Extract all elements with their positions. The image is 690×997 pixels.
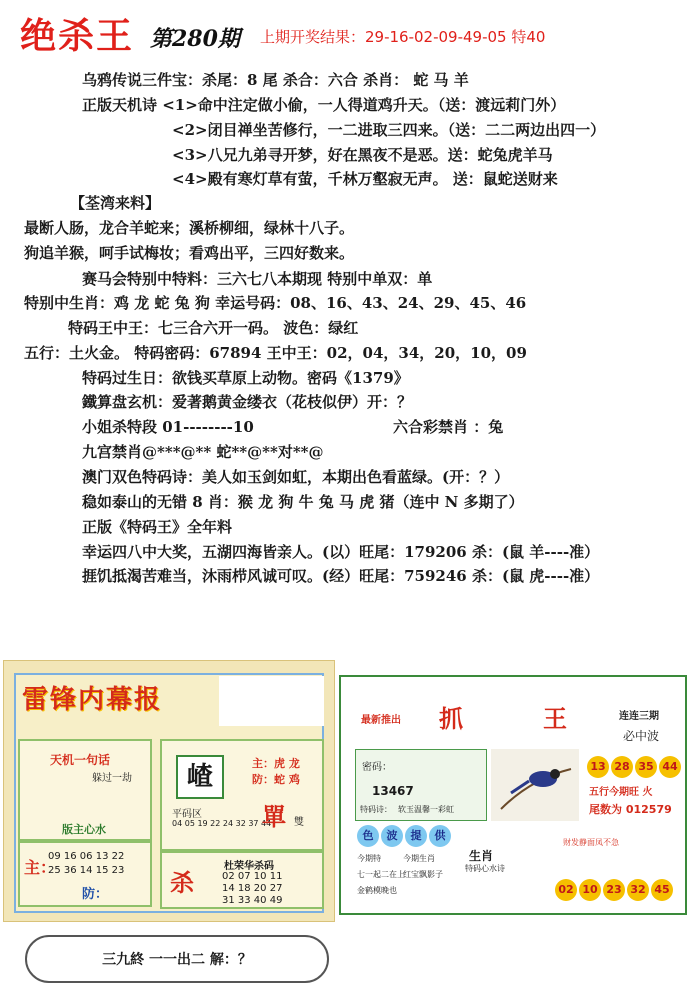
col-label: 今期特 <box>357 854 381 863</box>
text-line: 五行：土火金。 特码密码：67894 王中王：02，04，34，20，10，09 <box>24 344 527 362</box>
blank-area <box>481 707 541 731</box>
tab-label: 波 <box>381 825 403 847</box>
motto-label: 天机一句话 <box>50 753 111 767</box>
bottom-ball: 32 <box>627 879 649 901</box>
riddle-text: 三九終 一一出二 解：？ <box>102 952 252 968</box>
text-line: 稳如泰山的无错 8 肖：猴 龙 狗 牛 兔 马 虎 猪（连中 N 多期了） <box>82 493 524 511</box>
right-poster <box>339 675 687 915</box>
fang-label: 防： <box>82 887 109 902</box>
kill-row: 02 07 10 11 <box>222 871 283 882</box>
col-label: 金鹤模晚也 <box>357 886 397 895</box>
text-line: 特码王中王：七三合六开一码。 波色：绿红 <box>68 319 359 337</box>
kill-row: 31 33 40 49 <box>222 895 283 906</box>
ball-number: 28 <box>611 756 633 778</box>
title-b: 王 <box>543 704 567 733</box>
tab-label: 提 <box>405 825 427 847</box>
riddle-cloud <box>25 935 329 983</box>
text-line: 幸运四八中大奖，五湖四海皆亲人。(以）旺尾：179206 杀：(鼠 羊----准） <box>82 543 600 561</box>
fang-numbers: 25 36 14 15 23 <box>48 865 125 876</box>
center-char: 嵖 <box>176 755 224 799</box>
poem-text: 软玉温馨一彩虹 <box>398 805 454 814</box>
text-line: <4>殿有寒灯草有萤，千林万壑寂无声。 送：鼠蛇送财来 <box>172 170 558 188</box>
zhu-label: 主： <box>24 858 57 877</box>
text-line: 九宫禁肖@***@** 蛇**@**对**@ <box>82 443 324 461</box>
tab-label: 色 <box>357 825 379 847</box>
sha-char: 杀 <box>170 868 194 897</box>
main-label: 版主心水 <box>62 823 106 836</box>
pwd-label: 密码： <box>362 762 392 773</box>
col-label: 今期生肖 <box>403 854 435 863</box>
dan-char: 單 <box>262 802 286 831</box>
text-line: 乌鸦传说三件宝：杀尾：8 尾 杀合：六合 杀肖： 蛇 马 羊 <box>82 71 469 89</box>
numbers-box <box>18 841 152 907</box>
motto-box <box>18 739 152 841</box>
text-line: 澳门双色特码诗：美人如玉剑如虹，本期出色看蓝绿。(开：？） <box>82 468 510 486</box>
zhu-animals: 主：虎 龙 <box>252 757 300 770</box>
col-label: 七一起二在上 <box>357 870 405 879</box>
text-line: 六合彩禁肖 ：兔 <box>393 418 504 436</box>
blank-area <box>219 676 324 726</box>
ball-number: 44 <box>659 756 681 778</box>
text-line: 小姐杀特段 01--------10 <box>82 418 254 436</box>
section-heading: 【荃湾来料】 <box>70 194 161 212</box>
text-line: <3>八兄九弟寻开梦，好在黑夜不是恶。送：蛇兔虎羊马 <box>172 146 553 164</box>
left-poster-title: 雷锋内幕报 <box>22 685 163 715</box>
must-wave-label: 必中波 <box>623 729 660 743</box>
bottom-ball: 45 <box>651 879 673 901</box>
text-line: 特别中生肖：鸡 龙 蛇 兔 狗 幸运号码：08、16、43、24、29、45、46 <box>24 294 527 312</box>
text-line: 最断人肠，龙合羊蛇来；溪桥柳细，绿林十八子。 <box>24 219 355 237</box>
title-a: 抓 <box>439 704 463 733</box>
text-line: 正版天机诗 <1>命中注定做小偷，一人得道鸡升天。（送：渡远莉门外） <box>82 96 566 114</box>
col-label: 红宝飘影子 <box>403 870 443 879</box>
bottom-ball: 10 <box>579 879 601 901</box>
bird-icon <box>491 749 579 821</box>
left-poster <box>3 660 335 922</box>
page-title: 绝杀王 <box>20 15 135 57</box>
ball-number: 13 <box>587 756 609 778</box>
last-result: 上期开奖结果：29-16-02-09-49-05 特40 <box>260 28 546 46</box>
bottom-ball: 23 <box>603 879 625 901</box>
pingma-label: 平码区 <box>172 809 202 820</box>
bird-image <box>491 749 579 821</box>
pingma-numbers: 04 05 19 22 24 32 37 44 <box>172 819 272 828</box>
kill-title: 杜荣华杀码 <box>224 861 274 872</box>
text-line: 捱饥抵渴苦难当，沐雨栉风诚可叹。(经）旺尾：759246 杀：(鼠 虎----准） <box>82 567 600 585</box>
issue-number: 第280期 <box>150 26 240 52</box>
ribbon-text: 财发静面凤不急 <box>563 838 619 847</box>
tail-label: 尾数为 012579 <box>589 803 672 816</box>
text-line: 特码过生日：欲钱买草原上动物。密码《1379》 <box>82 369 409 387</box>
shuang-char: 雙 <box>294 817 304 828</box>
new-release: 最新推出 <box>361 715 401 726</box>
motto-subtitle: 躲过一劫 <box>92 773 132 784</box>
pwd-value: 13467 <box>372 784 414 798</box>
kill-box <box>160 851 324 909</box>
streak-label: 连连三期 <box>619 711 659 722</box>
password-box <box>355 749 487 821</box>
bottom-ball: 02 <box>555 879 577 901</box>
text-line: 赛马会特别中特料：三六七八本期现 特别中单双：单 <box>82 270 433 288</box>
kill-row: 14 18 20 27 <box>222 883 283 894</box>
sheng-xiao-label: 生肖 <box>469 849 494 863</box>
fang-animals: 防：蛇 鸡 <box>252 773 300 786</box>
xin-shui-label: 特码心水诗 <box>465 864 505 873</box>
wuxing-label: 五行今期旺 火 <box>589 787 653 798</box>
ball-number: 35 <box>635 756 657 778</box>
text-line: 狗追羊猴，呵手试梅妆；看鸡出平，三四好数来。 <box>24 244 355 262</box>
text-line: <2>闭目禅坐苦修行，一二进取三四来。（送：二二两边出四一） <box>172 121 606 139</box>
animal-box <box>160 739 324 851</box>
text-line: 正版《特码王》全年料 <box>82 518 233 536</box>
text-line: 鐵算盘玄机：爱著鹅黄金缕衣（花枝似伊）开：？ <box>82 393 413 411</box>
zhu-numbers: 09 16 06 13 22 <box>48 851 125 862</box>
poem-label: 特码诗： <box>360 805 392 814</box>
tab-label: 供 <box>429 825 451 847</box>
